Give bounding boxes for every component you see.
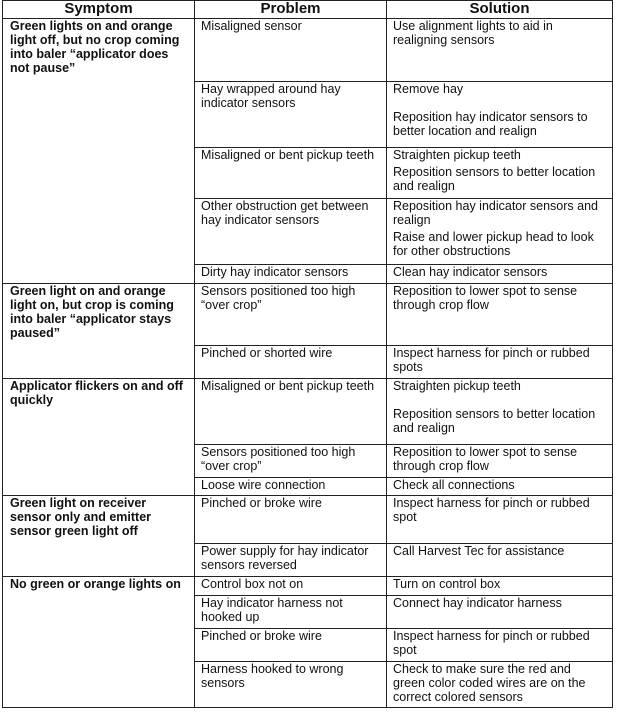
problem-cell: Sensors positioned too high “over crop” [195,284,387,346]
solution-cell [387,284,613,346]
symptom-cell: Green light on and orange light on, but crop is coming into baler “applicator stays paused” [3,284,195,379]
solution-text: Inspect harness for pinch or rubbed spots [393,346,590,374]
header-solution: Solution [387,1,613,19]
solution-cell [387,82,613,148]
table-row [3,496,613,544]
header-row [3,1,613,19]
solution-text: Turn on control box [393,577,501,591]
table-row [3,19,613,82]
solution-text: Clean hay indicator sensors [393,265,548,279]
problem-cell: Pinched or broke wire [195,496,387,544]
problem-cell: Harness hooked to wrong sensors [195,662,387,708]
symptom-cell: Applicator flickers on and off quickly [3,379,195,496]
solution-cell [387,478,613,496]
solution-text: Reposition hay indicator sensors and realign [393,199,598,227]
solution-text: Reposition sensors to better location and realign [393,165,596,193]
solution-text: Check all connections [393,478,515,492]
solution-cell [387,148,613,199]
solution-cell [387,544,613,577]
problem-cell: Hay wrapped around hay indicator sensors [195,82,387,148]
symptom-cell: Green lights on and orange light off, but no crop coming into baler “applicator does not pause” [3,19,195,284]
symptom-cell: Green light on receiver sensor only and emitter sensor green light off [3,496,195,577]
solution-cell [387,629,613,662]
solution-text: Call Harvest Tec for assistance [393,544,565,558]
solution-text: Check to make sure the red and green color coded wires are on the correct colored sensors [393,662,586,704]
problem-cell: Misaligned or bent pickup teeth [195,148,387,199]
solution-text: Raise and lower pickup head to look for other obstructions [393,230,594,258]
solution-text: Remove hay [393,82,464,96]
table-row [3,577,613,596]
problem-cell: Pinched or broke wire [195,629,387,662]
header-problem: Problem [195,1,387,19]
solution-text: Reposition to lower spot to sense through crop flow [393,284,578,312]
problem-cell: Hay indicator harness not hooked up [195,596,387,629]
problem-cell: Other obstruction get between hay indicator sensors [195,199,387,265]
solution-cell [387,19,613,82]
solution-text: Inspect harness for pinch or rubbed spot [393,496,590,524]
problem-cell: Dirty hay indicator sensors [195,265,387,284]
problem-cell: Pinched or shorted wire [195,346,387,379]
solution-text: Straighten pickup teeth [393,148,521,162]
solution-cell [387,379,613,445]
solution-text: Use alignment lights to aid in realigning sensors [393,19,553,47]
problem-cell: Control box not on [195,577,387,596]
solution-cell [387,199,613,265]
solution-text: Inspect harness for pinch or rubbed spot [393,629,590,657]
solution-text: Reposition to lower spot to sense through crop flow [393,445,578,473]
solution-text: Connect hay indicator harness [393,596,562,610]
problem-cell: Misaligned sensor [195,19,387,82]
solution-cell [387,265,613,284]
table-row [3,379,613,445]
solution-cell [387,596,613,629]
problem-cell: Misaligned or bent pickup teeth [195,379,387,445]
problem-cell: Sensors positioned too high “over crop” [195,445,387,478]
solution-cell [387,662,613,708]
solution-cell [387,445,613,478]
problem-cell: Loose wire connection [195,478,387,496]
table-row [3,284,613,346]
header-symptom: Symptom [3,1,195,19]
solution-cell [387,496,613,544]
solution-text: Straighten pickup teeth [393,379,521,393]
problem-cell: Power supply for hay indicator sensors reversed [195,544,387,577]
solution-text: Reposition sensors to better location and realign [393,407,596,435]
solution-cell [387,577,613,596]
symptom-cell: No green or orange lights on [3,577,195,708]
troubleshooting-table [2,0,613,708]
solution-cell [387,346,613,379]
solution-text: Reposition hay indicator sensors to better location and realign [393,110,588,138]
